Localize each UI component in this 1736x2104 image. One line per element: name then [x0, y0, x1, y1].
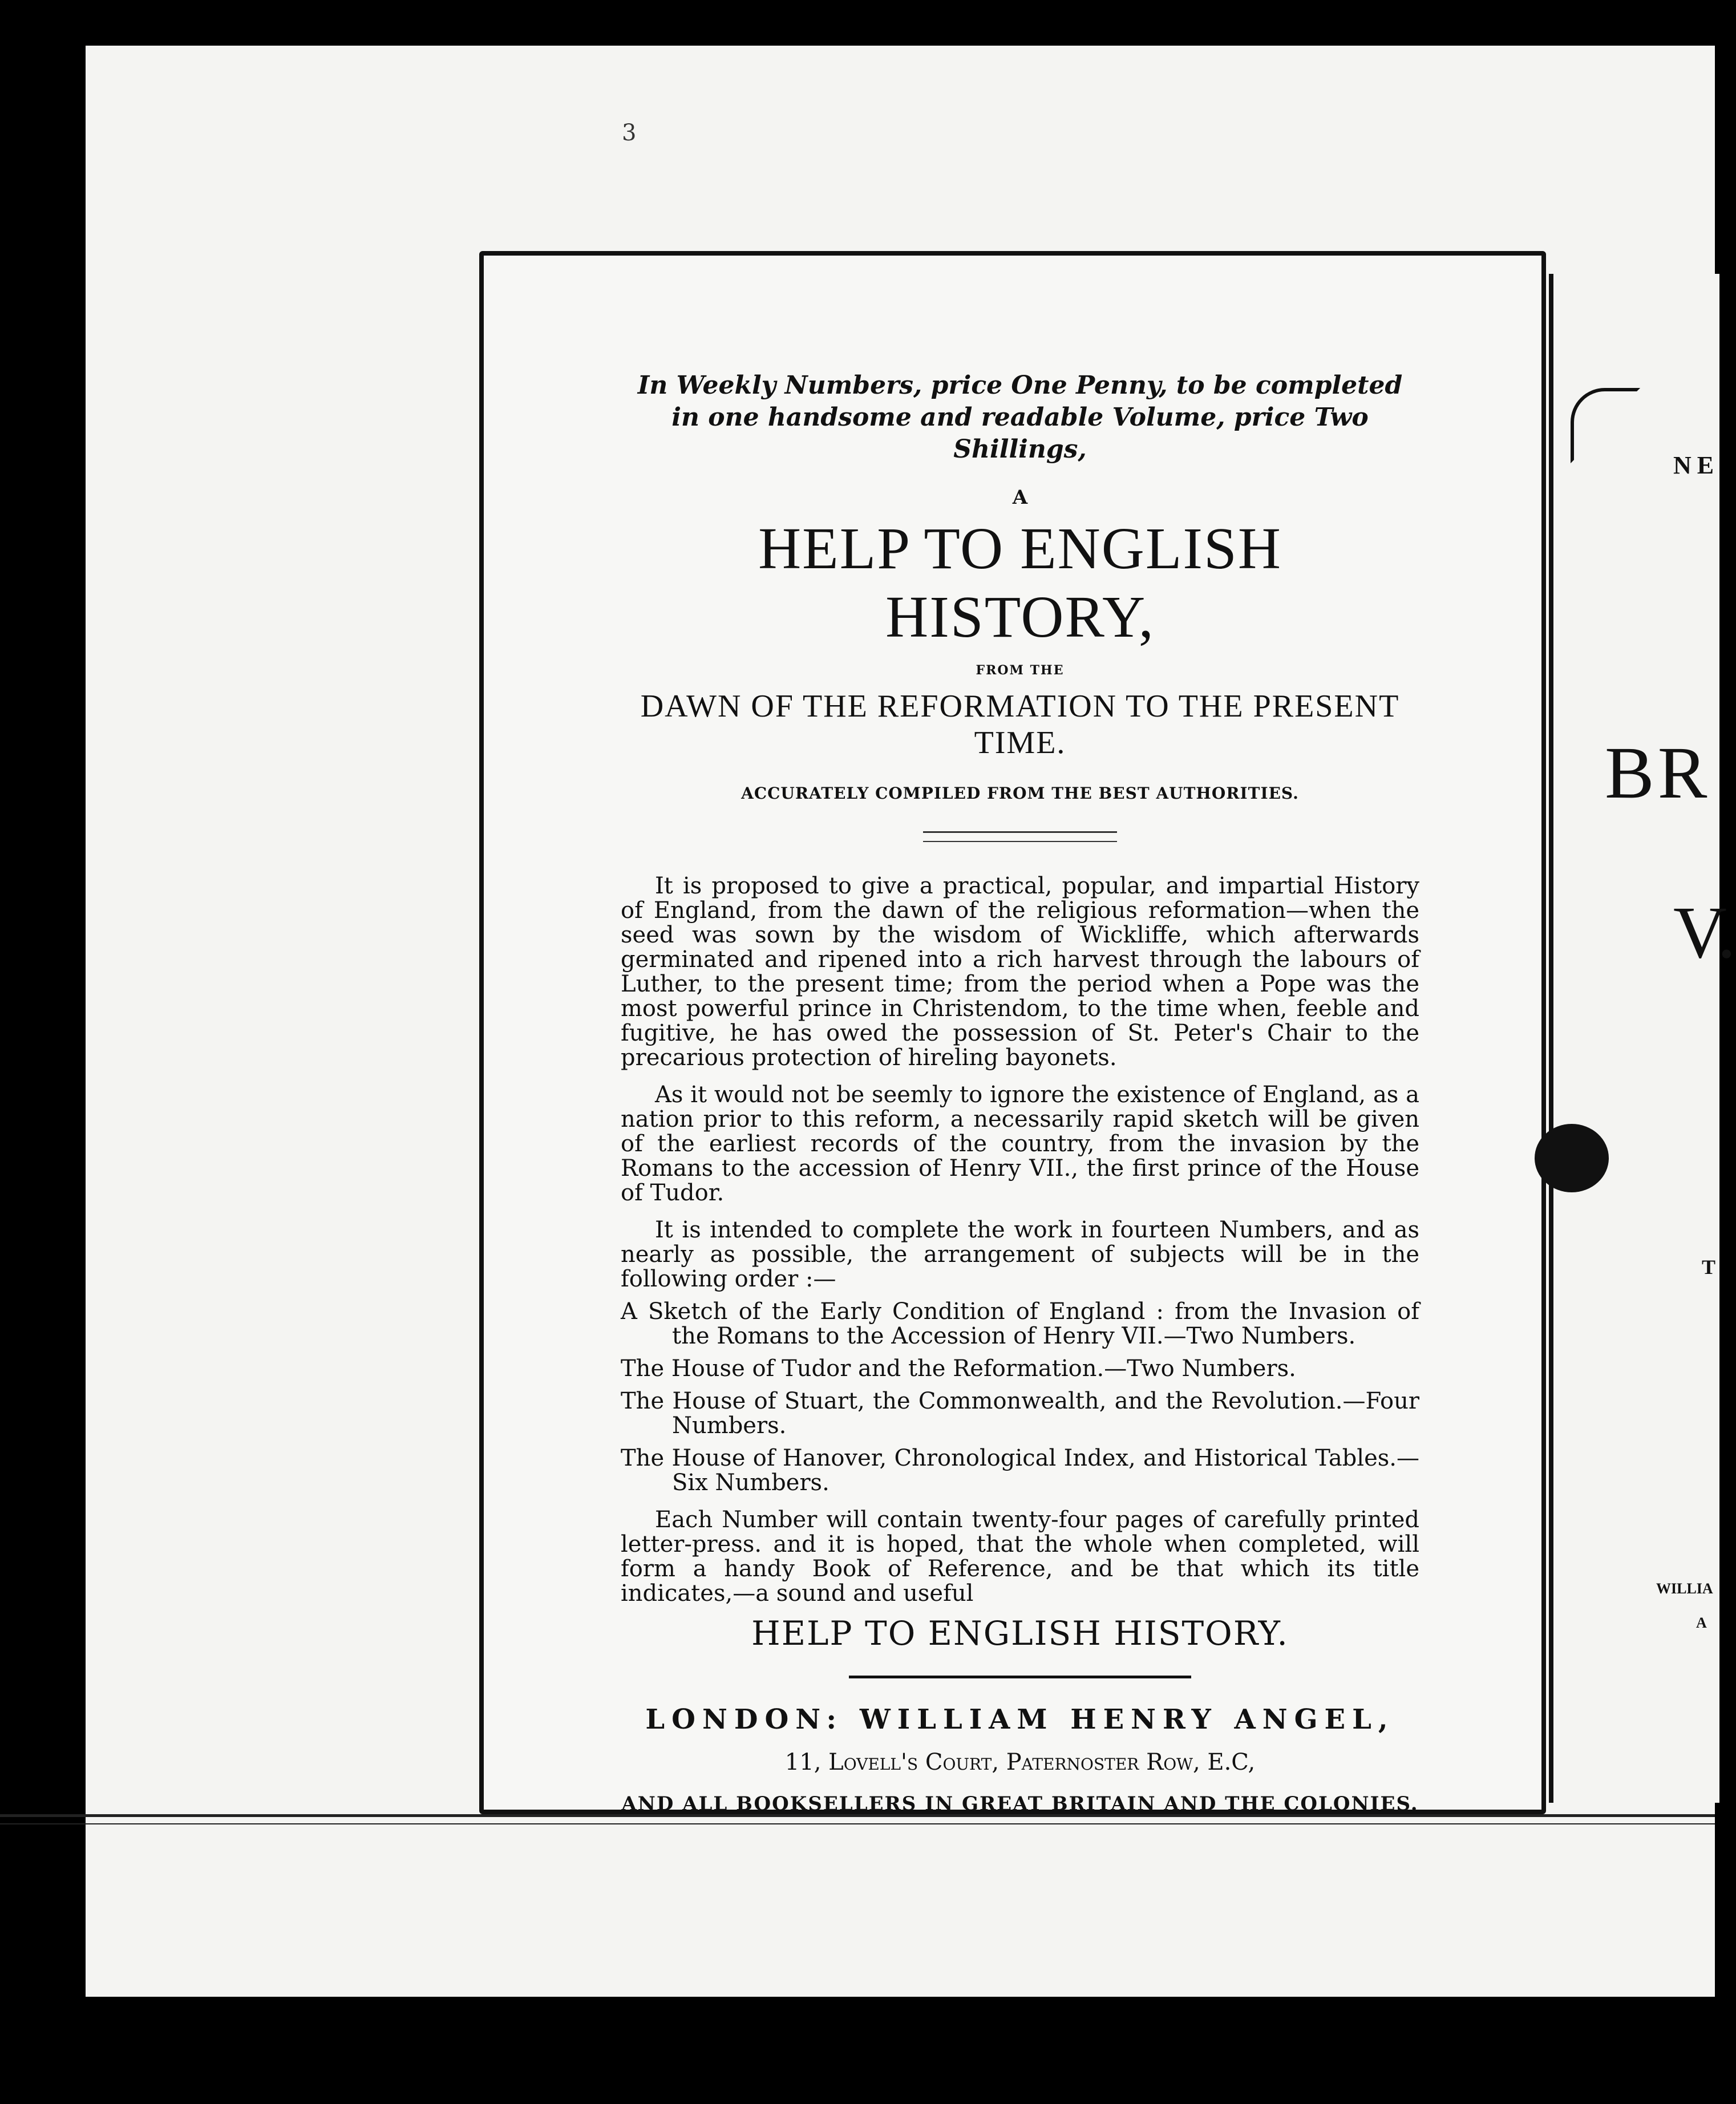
compiled-note: ACCURATELY COMPILED FROM THE BEST AUTHORITIES. — [741, 784, 1299, 803]
booksellers-line: AND ALL BOOKSELLERS IN GREAT BRITAIN AND THE COLONIES. — [621, 1793, 1419, 1815]
help-title: HELP TO ENGLISH HISTORY. — [751, 1614, 1289, 1653]
ink-blot — [1535, 1124, 1609, 1192]
separator-rule — [849, 1676, 1191, 1678]
fragment-t: T — [1702, 1256, 1716, 1278]
fragment-willia: WILLIA — [1656, 1580, 1713, 1597]
list-item: The House of Tudor and the Reformation.—Two Numbers. — [621, 1356, 1296, 1382]
fragment-v: V. — [1673, 892, 1736, 974]
intro-line: In Weekly Numbers, price One Penny, to be completed in one handsome and readable Volume, price Two Shillings, — [637, 371, 1403, 464]
article-a: A — [1012, 486, 1028, 509]
ornament-divider — [923, 831, 1117, 842]
ornamental-bracket — [1571, 388, 1640, 463]
paragraph-intended: It is intended to complete the work in fourteen Numbers, and as nearly as possible, the arrangement of subjects will be in the following order :— — [621, 1217, 1419, 1292]
advertisement-content — [621, 370, 1419, 1815]
main-title: HELP TO ENGLISH HISTORY, — [758, 516, 1282, 650]
advertisement-panel — [479, 251, 1546, 1814]
adjacent-page-fragment — [1549, 274, 1736, 1803]
paragraph-prior: As it would not be seemly to ignore the existence of England, as a nation prior to this reform, a necessarily rapid sketch will be given of the earliest records of the country, from the invasion by the Romans to the accession of Henry VII., the first prince of the House of Tudor. — [621, 1082, 1419, 1206]
subtitle: DAWN OF THE REFORMATION TO THE PRESENT TIME. — [640, 689, 1400, 760]
list-item: The House of Hanover, Chronological Index, and Historical Tables.—Six Numbers. — [621, 1445, 1419, 1496]
list-item: A Sketch of the Early Condition of England : from the Invasion of the Romans to the Accession of Henry VII.—Two Numbers. — [621, 1298, 1419, 1349]
publisher-line: LONDON: WILLIAM HENRY ANGEL, — [645, 1704, 1395, 1735]
fragment-a: A — [1696, 1615, 1707, 1631]
page-mark: 3 — [622, 120, 637, 146]
list-item: The House of Stuart, the Commonwealth, and the Revolution.—Four Numbers. — [621, 1388, 1419, 1439]
paragraph-closing: Each Number will contain twenty-four pages of carefully printed letter-press. and it is hoped, that the whole when completed, will form a handy Book of Reference, and be that which its title indicates,—a sound and useful — [621, 1507, 1419, 1607]
from-the-label: FROM THE — [976, 663, 1065, 678]
fragment-br: BR — [1605, 732, 1711, 814]
fragment-ne: NE — [1673, 451, 1720, 479]
publisher-address: 11, Lovell's Court, Paternoster Row, E.C, — [784, 1749, 1256, 1775]
bottom-rule-2 — [0, 1823, 1715, 1824]
paragraph-proposal: It is proposed to give a practical, popular, and impartial History of England, from the dawn of the religious reformation—when the seed was sown by the wisdom of Wickliffe, which afterwards germinated and ripened into a rich harvest through the labours of Luther, to the present time; from the period when a Pope was the most powerful prince in Christendom, to the time when, feeble and fugitive, he has owed the possession of St. Peter's Chair to the precarious protection of hireling bayonets. — [621, 873, 1419, 1071]
